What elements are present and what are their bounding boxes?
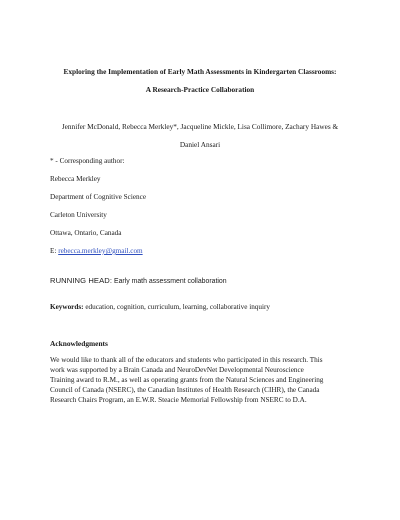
email-prefix: E: [50, 247, 59, 255]
authors-line-1: Jennifer McDonald, Rebecca Merkley*, Jacqueline Mickle, Lisa Collimore, Zachary Hawes & [61, 122, 339, 131]
corresponding-author-name: Rebecca Merkley [50, 175, 101, 183]
acknowledgments-line-5: Research Chairs Program, an E.W.R. Steacie Memorial Fellowship from NSERC to D.A. [50, 396, 307, 404]
email-link[interactable]: rebecca.merkley@gmail.com [58, 247, 143, 255]
acknowledgments-heading: Acknowledgments [50, 339, 108, 348]
corresponding-author-label: * - Corresponding author: [50, 157, 125, 165]
email-line [50, 247, 143, 255]
department: Department of Cognitive Science [50, 193, 147, 201]
keywords-value: education, cognition, curriculum, learning, collaborative inquiry [83, 303, 270, 311]
acknowledgments-line-2: work was supported by a Brain Canada and NeuroDevNet Developmental Neuroscience [50, 366, 304, 374]
keywords [50, 303, 270, 311]
running-head-label: RUNNING HEAD: [50, 276, 113, 285]
title-line-1: Exploring the Implementation of Early Math Assessments in Kindergarten Classrooms: [63, 67, 337, 76]
acknowledgments-line-4: Council of Canada (NSERC), the Canadian Institutes of Health Research (CIHR), the Canada [50, 386, 320, 394]
authors-line-2: Daniel Ansari [179, 140, 221, 149]
location: Ottawa, Ontario, Canada [50, 229, 122, 237]
title-line-2: A Research-Practice Collaboration [145, 85, 255, 94]
university: Carleton University [50, 211, 107, 219]
running-head-value: Early math assessment collaboration [112, 278, 227, 285]
running-head [50, 276, 227, 285]
acknowledgments-line-3: Training award to R.M., as well as operating grants from the Natural Sciences and Engineering [50, 376, 324, 384]
keywords-label: Keywords: [50, 303, 84, 311]
acknowledgments-line-1: We would like to thank all of the educators and students who participated in this research. This [50, 356, 323, 364]
